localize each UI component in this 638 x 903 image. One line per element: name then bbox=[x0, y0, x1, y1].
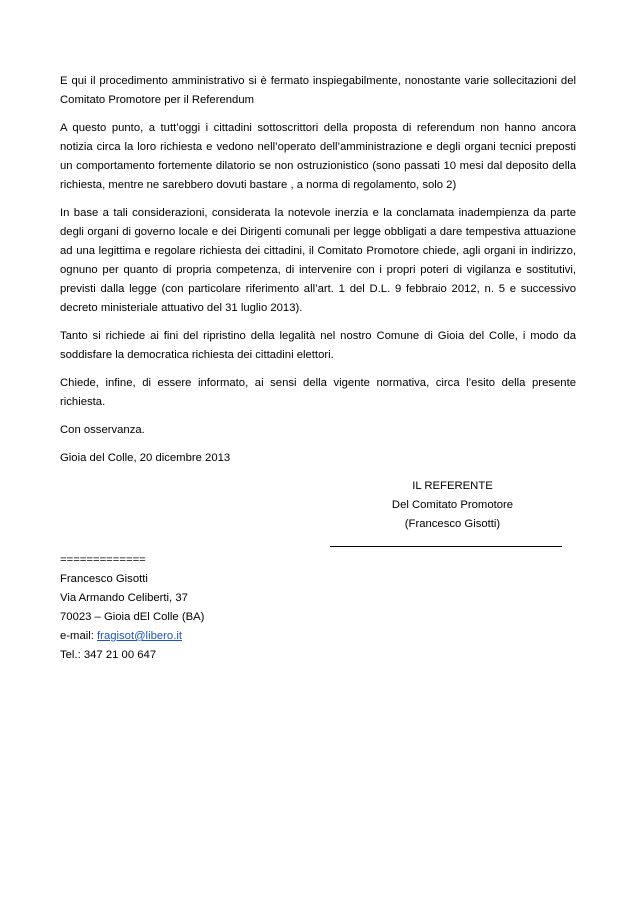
paragraph-request: In base a tali considerazioni, considerata la notevole inerzia e la conclamata inadempienza da parte degli organi di governo locale e dei Dirigenti comunali per legge obbligati a dare tempestiva attuazione ad una legittima e regolare richiesta dei cittadini, il Comitato Promotore chiede, agli organi in indirizzo, ognuno per quanto di propria competenza, di intervenire con i propri poteri di vigilanza e sostitutivi, previsti dalla legge (con particolare riferimento all’art. 1 del D.L. 9 febbraio 2012, n. 5 e successivo decreto ministeriale attuativo del 31 luglio 2013). bbox=[60, 207, 576, 314]
email-link[interactable]: fragisot@libero.it bbox=[97, 630, 182, 642]
signature-title: IL REFERENTE bbox=[412, 480, 493, 492]
letter-body bbox=[60, 72, 576, 665]
contact-city: 70023 – Gioia dEl Colle (BA) bbox=[60, 611, 205, 623]
paragraph-procedure: E qui il procedimento amministrativo si è fermato inspiegabilmente, nonostante varie sollecitazioni del Comitato Promotore per il Referendum bbox=[60, 75, 576, 106]
contact-street: Via Armando Celiberti, 37 bbox=[60, 592, 188, 604]
contact-name: Francesco Gisotti bbox=[60, 573, 148, 585]
signature-line bbox=[330, 537, 562, 547]
closing-greeting: Con osservanza. bbox=[60, 424, 145, 436]
paragraph-legality: Tanto si richiede ai fini del ripristino della legalità nel nostro Comune di Gioia del Colle, i modo da soddisfare la democratica richiesta dei cittadini elettori. bbox=[60, 330, 576, 361]
paragraph-situation: A questo punto, a tutt’oggi i cittadini sottoscrittori della proposta di referendum non hanno ancora notizia circa la loro richiesta e vedono nell’operato dell’amministrazione e degli organi tecnici preposti un comportamento fortemente dilatorio se non ostruzionistico (sono passati 10 mesi dal deposito della richiesta, mentre ne sarebbero dovuti bastare , a norma di regolamento, solo 2) bbox=[60, 122, 576, 191]
email-label: e-mail: bbox=[60, 630, 98, 642]
contact-phone: Tel.: 347 21 00 647 bbox=[60, 649, 157, 661]
place-date: Gioia del Colle, 20 dicembre 2013 bbox=[60, 452, 231, 464]
contact-email-row bbox=[60, 627, 576, 646]
separator: ============= bbox=[60, 554, 146, 566]
paragraph-information: Chiede, infine, di essere informato, ai sensi della vigente normativa, circa l’esito della presente richiesta. bbox=[60, 377, 576, 408]
signature-committee: Del Comitato Promotore bbox=[391, 499, 514, 511]
contact-block bbox=[60, 551, 576, 665]
signature-block bbox=[350, 477, 555, 534]
signature-line-row bbox=[60, 537, 576, 551]
signature-name: (Francesco Gisotti) bbox=[404, 518, 501, 530]
